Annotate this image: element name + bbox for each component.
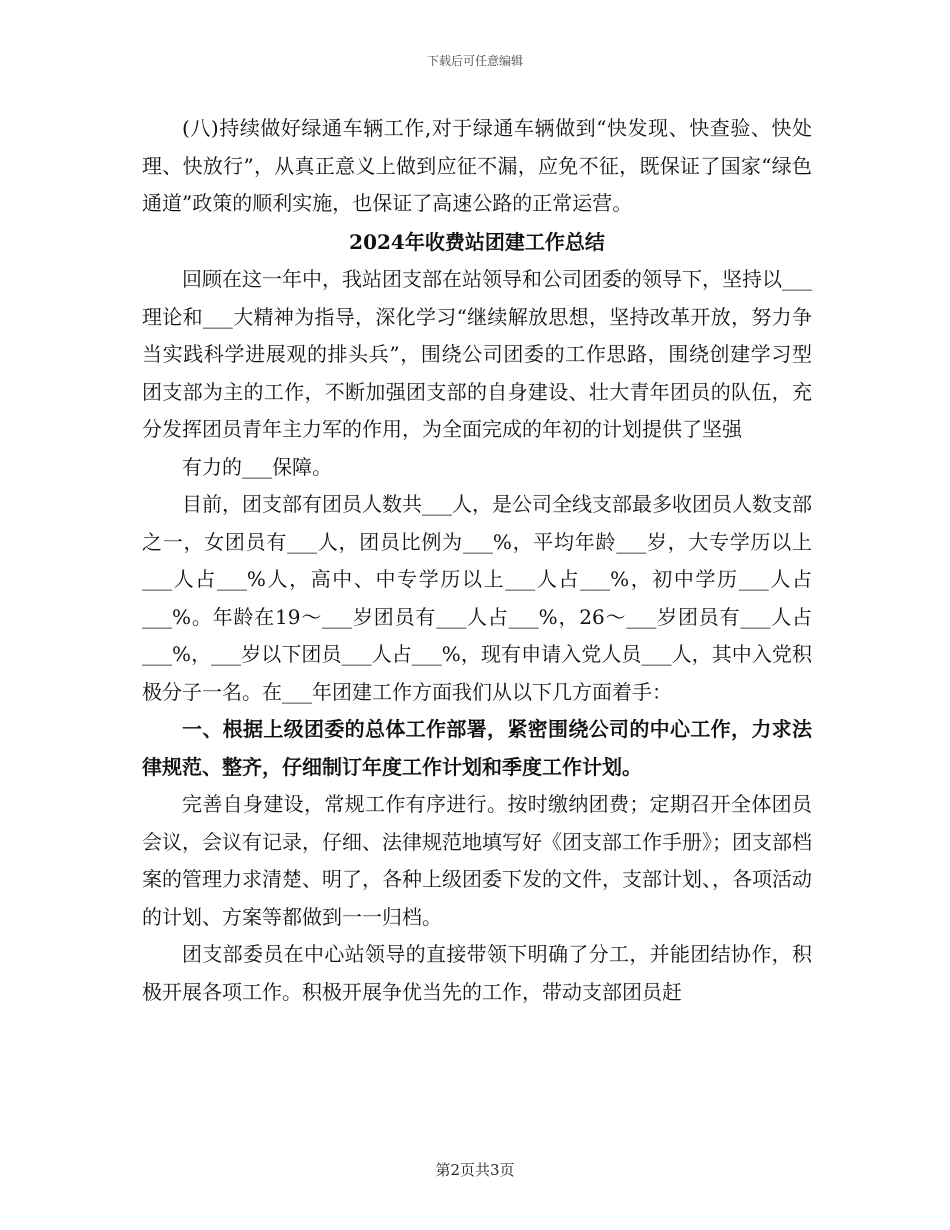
paragraph-statistics: 目前，团支部有团员人数共___人，是公司全线支部最多收团员人数支部之一，女团员有___人，团员比例为___%，平均年龄___岁，大专学历以上___人占___%人，高中、中专学历以上___人占___%，初中学历___人占___%。年龄在19～___岁团员有___人占___%，26～___岁团员有___人占___%，___岁以下团员___人占___%，现有申请入党人员___人，其中入党积极分子一名。在___年团建工作方面我们从以下几方面着手：	[142, 492, 812, 704]
paragraph-review: 回顾在这一年中，我站团支部在站领导和公司团委的领导下，坚持以___理论和___大精神为指导，深化学习“继续解放思想，坚持改革开放，努力争当实践科学进展观的排头兵”，围绕公司团委的工作思路，围绕创建学习型团支部为主的工作，不断加强团支部的自身建设、壮大青年团员的队伍，充分发挥团员青年主力军的作用，为全面完成的年初的计划提供了坚强	[142, 267, 812, 441]
paragraph-self-building: 完善自身建设，常规工作有序进行。按时缴纳团费；定期召开全体团员会议，会议有记录，仔细、法律规范地填写好《团支部工作手册》；团支部档案的管理力求清楚、明了，各种上级团委下发的文件，支部计划、，各项活动的计划、方案等都做到一一归档。	[142, 792, 812, 929]
paragraph-guarantee: 有力的___保障。	[182, 454, 332, 479]
section-heading-one: 一、根据上级团委的总体工作部署，紧密围绕公司的中心工作，力求法律规范、整齐，仔细制订年度工作计划和季度工作计划。	[142, 717, 812, 779]
document-title: 2024年收费站团建工作总结	[349, 229, 605, 254]
page-number-footer: 第2页共3页	[435, 1161, 515, 1179]
header-note: 下载后可任意编辑	[426, 54, 523, 68]
paragraph-committee: 团支部委员在中心站领导的直接带领下明确了分工，并能团结协作，积极开展各项工作。积极开展争优当先的工作，带动支部团员赶	[142, 942, 812, 1004]
document-body	[142, 110, 812, 1011]
paragraph-green-lane: (八)持续做好绿通车辆工作,对于绿通车辆做到“快发现、快查验、快处理、快放行”，从真正意义上做到应征不漏，应免不征，既保证了国家“绿色通道”政策的顺利实施，也保证了高速公路的正常运营。	[142, 116, 812, 215]
